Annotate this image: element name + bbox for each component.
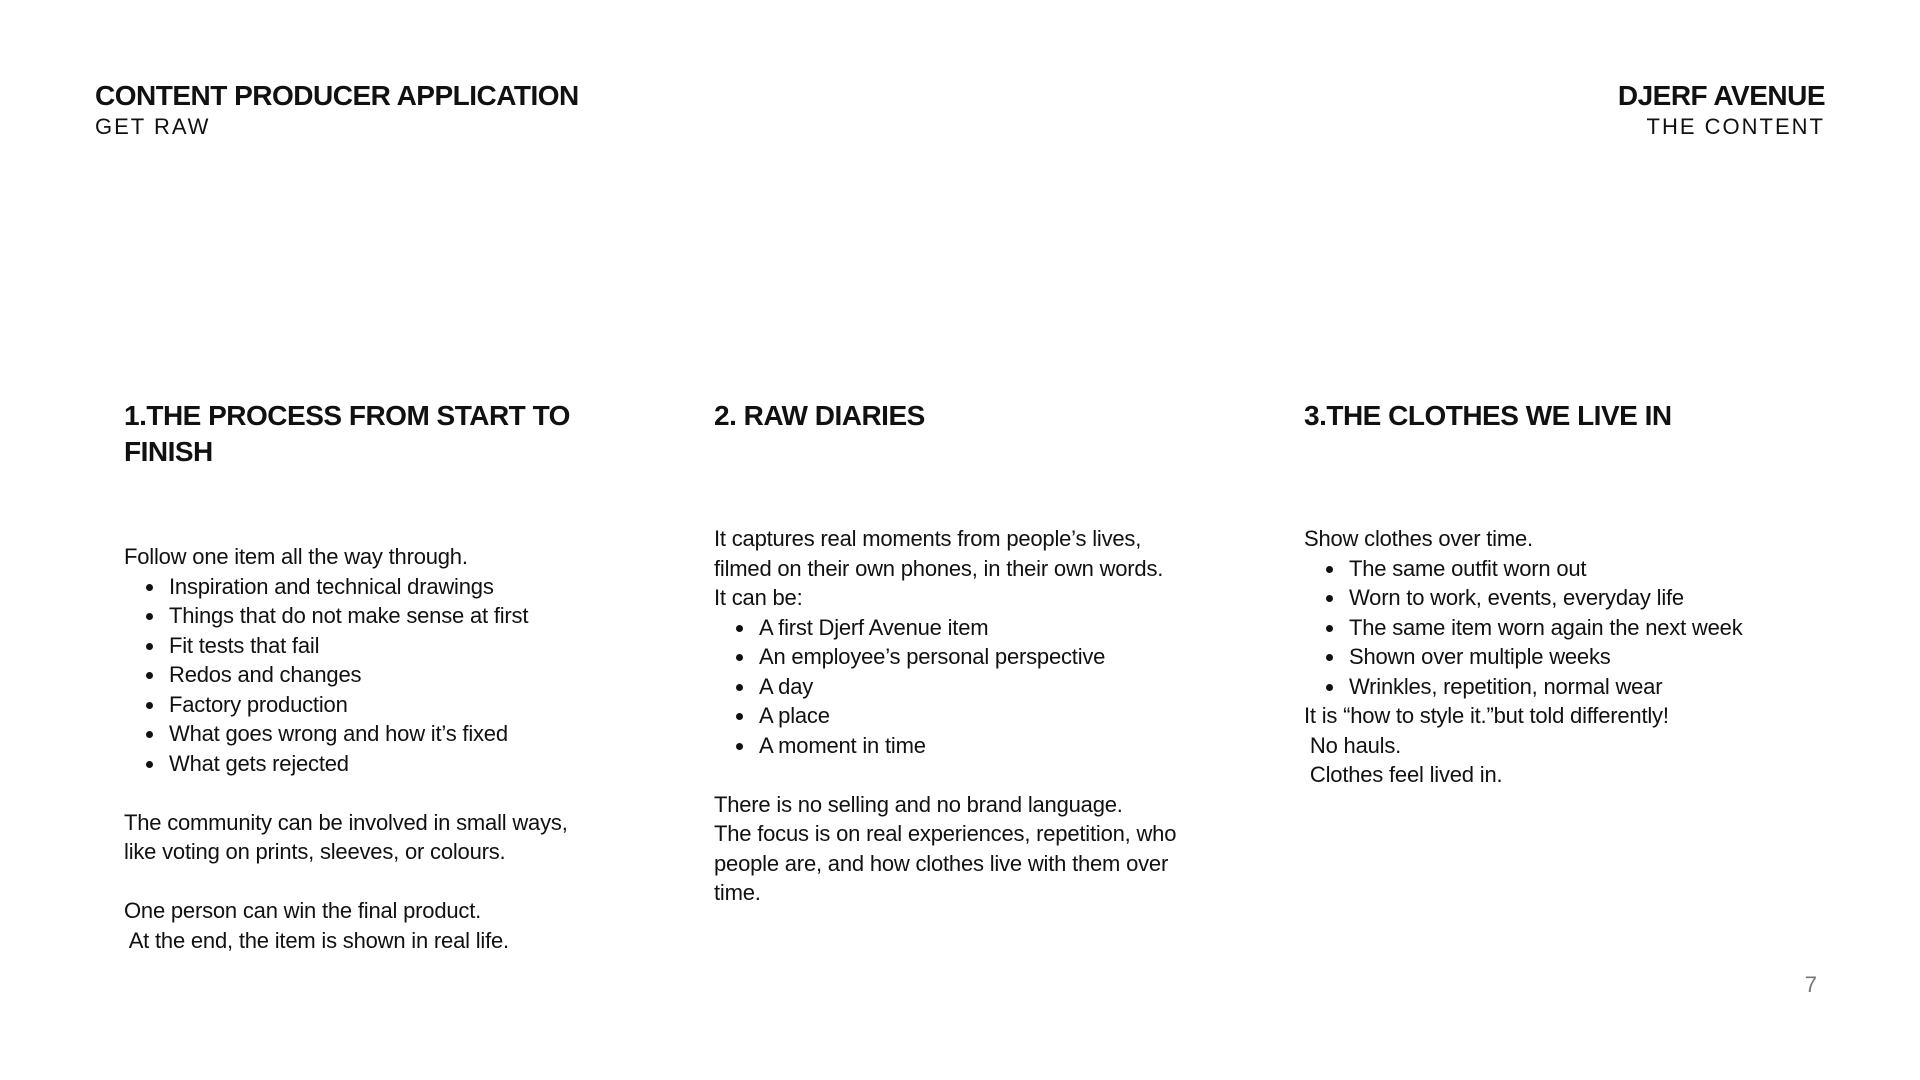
brand-subtitle: THE CONTENT	[1646, 114, 1825, 139]
paragraph-line: people are, and how clothes live with them over	[714, 850, 1169, 876]
paragraph-line: time.	[714, 880, 761, 905]
list-item: Worn to work, events, everyday life	[1324, 583, 1814, 613]
list-item: Things that do not make sense at first	[144, 601, 634, 631]
column-body	[124, 542, 634, 955]
list-item: Factory production	[144, 690, 634, 720]
bullet-list	[714, 613, 1224, 761]
column-clothes	[1304, 398, 1814, 790]
list-item: A first Djerf Avenue item	[734, 613, 1224, 643]
list-item: An employee’s personal perspective	[734, 642, 1224, 672]
paragraph-line: At the end, the item is shown in real life.	[124, 927, 509, 953]
header-left	[95, 80, 579, 142]
list-item: A moment in time	[734, 731, 1224, 761]
list-item: A day	[734, 672, 1224, 702]
application-title: CONTENT PRODUCER APPLICATION	[95, 80, 579, 111]
outro-line: No hauls.	[1304, 732, 1402, 758]
outro-line: It is “how to style it.”but told differently!	[1304, 703, 1669, 728]
list-item: The same item worn again the next week	[1324, 613, 1814, 643]
list-item: Fit tests that fail	[144, 631, 634, 661]
page-number: 7	[1804, 972, 1817, 997]
column-body	[1304, 524, 1814, 790]
column-raw-diaries	[714, 398, 1224, 908]
list-item: Inspiration and technical drawings	[144, 572, 634, 602]
header-right	[1618, 80, 1825, 142]
list-item: A place	[734, 701, 1224, 731]
intro-line: It can be:	[714, 585, 803, 610]
application-subtitle: GET RAW	[95, 114, 211, 139]
intro-line: filmed on their own phones, in their own words.	[714, 555, 1164, 581]
bullet-list	[124, 572, 634, 779]
column-heading: 3.THE CLOTHES WE LIVE IN	[1304, 400, 1672, 431]
column-heading: 1.THE PROCESS FROM START TO FINISH	[124, 400, 570, 467]
column-process	[124, 398, 634, 955]
intro-text: Follow one item all the way through.	[124, 544, 468, 569]
paragraph-line: There is no selling and no brand language.	[714, 791, 1123, 817]
intro-line: It captures real moments from people’s lives,	[714, 526, 1142, 551]
paragraph-line: The focus is on real experiences, repetition, who	[714, 821, 1177, 846]
paragraph-line: The community can be involved in small ways,	[124, 809, 568, 835]
column-body	[714, 524, 1224, 908]
bullet-list	[1304, 554, 1814, 702]
column-heading: 2. RAW DIARIES	[714, 400, 925, 431]
list-item: Shown over multiple weeks	[1324, 642, 1814, 672]
brand-title: DJERF AVENUE	[1617, 80, 1825, 111]
paragraph-line: One person can win the final product.	[124, 898, 482, 923]
intro-text: Show clothes over time.	[1304, 526, 1533, 551]
list-item: The same outfit worn out	[1324, 554, 1814, 584]
list-item: Redos and changes	[144, 660, 634, 690]
list-item: What goes wrong and how it’s fixed	[144, 719, 634, 749]
paragraph-line: like voting on prints, sleeves, or colours.	[124, 839, 506, 864]
outro-line: Clothes feel lived in.	[1304, 762, 1503, 787]
list-item: Wrinkles, repetition, normal wear	[1324, 672, 1814, 702]
list-item: What gets rejected	[144, 749, 634, 779]
